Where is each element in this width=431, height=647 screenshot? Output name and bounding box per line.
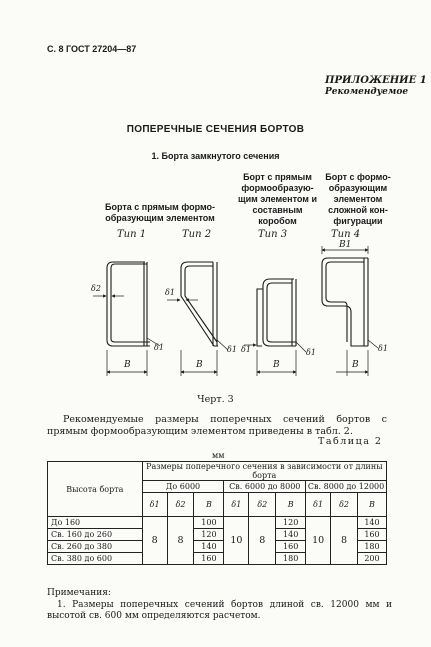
figure-caption: Черт. 3: [197, 394, 234, 405]
col-b: B: [194, 493, 224, 517]
dim-delta1-type2-left: δ1: [165, 288, 175, 297]
notes-block: [47, 588, 392, 623]
dimensions-table: [47, 461, 387, 565]
section-title: 1. Борта замкнутого сечения: [151, 151, 280, 161]
type3-section: [257, 279, 296, 346]
dim-delta2-type1: δ2: [91, 284, 101, 293]
type-label-4: Тип 4: [331, 229, 361, 240]
dim-B-type2: B: [196, 360, 203, 370]
group-label-complex: Борт с формо-образующим элементом сложной кон-фигурации: [325, 172, 391, 226]
type4-section: [322, 258, 368, 346]
header-group: Размеры поперечного сечения в зависимости от длины борта: [142, 462, 386, 481]
body-paragraph: Рекомендуемые размеры поперечных сечений бортов с прямым формообразующим элементом приведены в табл. 2.: [47, 414, 387, 437]
dim-delta1-type2-right: δ1: [227, 345, 237, 354]
dim-delta1-type3-left: δ1: [241, 345, 251, 354]
range-3: Св. 8000 до 12000: [306, 481, 387, 493]
type-label-2: Тип 2: [182, 229, 212, 240]
col-b: B: [276, 493, 306, 517]
units-label: мм: [212, 451, 225, 460]
range-2: Св. 6000 до 8000: [224, 481, 306, 493]
type2-section: [181, 262, 218, 346]
table-row: До 160 8 8 100 10 8 120 10 8 140: [48, 517, 387, 529]
dim-B-type1: B: [124, 360, 131, 370]
range-1: До 6000: [142, 481, 224, 493]
main-title: ПОПЕРЕЧНЫЕ СЕЧЕНИЯ БОРТОВ: [126, 124, 305, 135]
dim-delta1-type3-right: δ1: [306, 348, 316, 357]
header-height: Высота борта: [48, 462, 143, 517]
table-label: Таблица 2: [318, 436, 383, 447]
table-row: Св. 160 до 260 120 140 160: [48, 529, 387, 541]
group-label-straight: Борта с прямым формо-образующим элементом: [105, 202, 215, 223]
col-d2: δ2: [249, 493, 276, 517]
dim-B-type4: B: [352, 360, 359, 370]
dim-delta1-type1: δ1: [154, 343, 164, 352]
page-header: С. 8 ГОСТ 27204—87: [47, 44, 137, 54]
appendix-title: ПРИЛОЖЕНИЕ 1: [325, 75, 427, 86]
type1-section: [107, 262, 150, 346]
notes-title: Примечания:: [47, 588, 111, 598]
dim-delta1-type4: δ1: [378, 344, 388, 353]
col-d1: δ1: [306, 493, 331, 517]
dim-B-type3: B: [273, 360, 280, 370]
appendix-status: Рекомендуемое: [325, 87, 409, 97]
note-item-1: 1. Размеры поперечных сечений бортов длиной св. 12000 мм и высотой св. 600 мм определяются расчетом.: [47, 599, 392, 621]
col-d2: δ2: [331, 493, 358, 517]
table-row: Св. 260 до 380 140 160 180: [48, 541, 387, 553]
col-b: B: [357, 493, 386, 517]
col-d1: δ1: [142, 493, 167, 517]
group-label-composite: Борт с прямым формообразую-щим элементом и составным коробом: [238, 172, 317, 226]
col-d1: δ1: [224, 493, 249, 517]
table-row: Св. 380 до 600 160 180 200: [48, 553, 387, 565]
type-label-3: Тип 3: [258, 229, 288, 240]
col-d2: δ2: [167, 493, 194, 517]
type-label-1: Тип 1: [117, 229, 147, 240]
dim-B1-type4: B1: [339, 240, 352, 250]
